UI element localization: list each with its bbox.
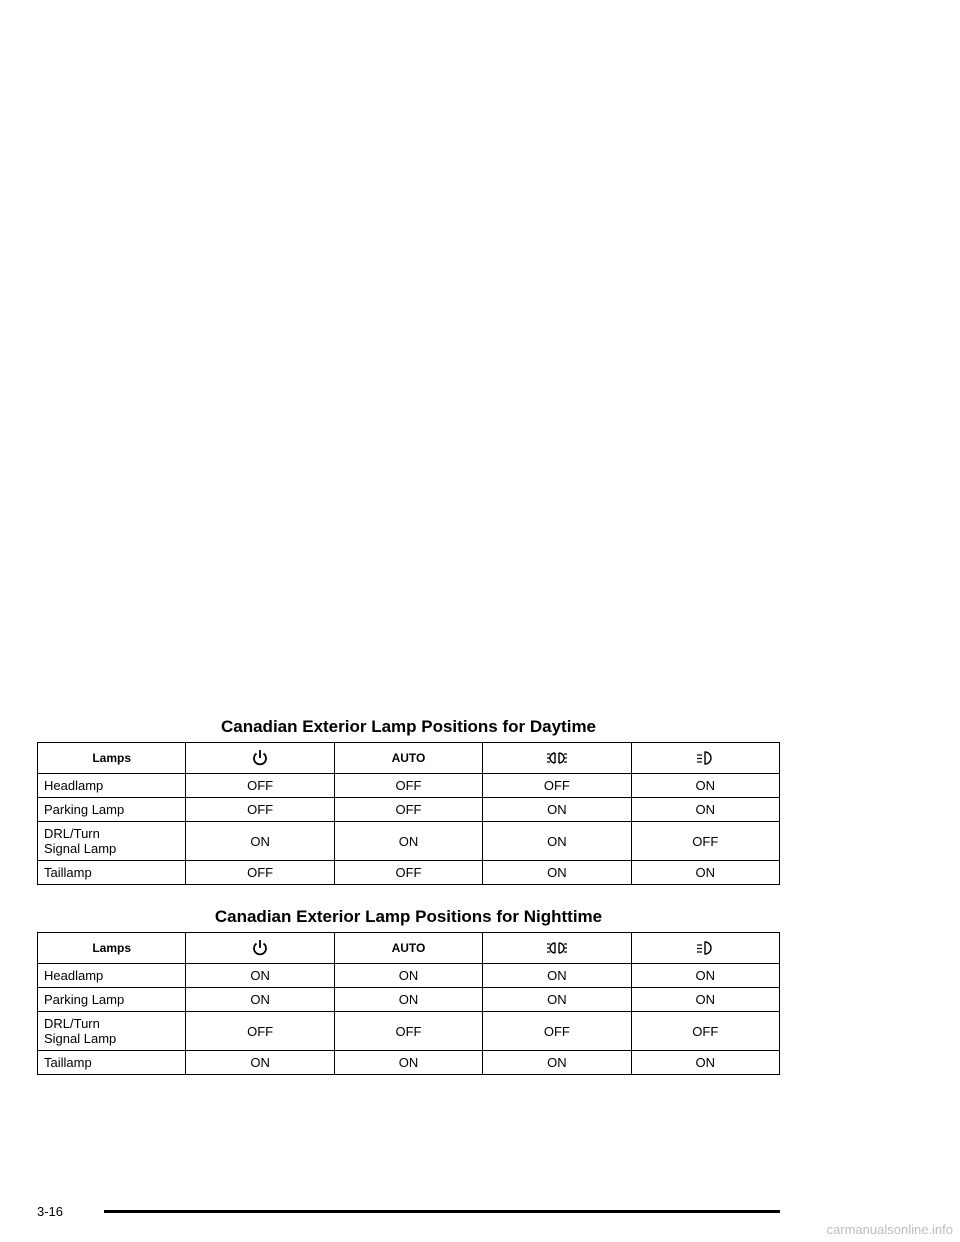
table-row — [38, 1051, 780, 1075]
headlamp-icon — [696, 940, 714, 956]
lamp-name: Headlamp — [38, 964, 186, 988]
header-parking — [483, 743, 631, 774]
lamp-value: OFF — [334, 774, 482, 798]
watermark: carmanualsonline.info — [826, 1222, 953, 1237]
table-row — [38, 798, 780, 822]
table-header-row — [38, 933, 780, 964]
lamp-value: ON — [186, 988, 334, 1012]
header-headlamp — [631, 743, 779, 774]
header-off — [186, 743, 334, 774]
lamp-value: ON — [186, 964, 334, 988]
header-off — [186, 933, 334, 964]
header-auto: AUTO — [334, 933, 482, 964]
lamp-name: Parking Lamp — [38, 988, 186, 1012]
daytime-lamp-table — [37, 742, 780, 885]
lamp-name: Taillamp — [38, 1051, 186, 1075]
lamp-value: ON — [631, 988, 779, 1012]
lamp-value: OFF — [483, 1012, 631, 1051]
table-row — [38, 822, 780, 861]
lamp-value: ON — [334, 988, 482, 1012]
power-icon — [252, 749, 268, 767]
nighttime-table-title: Canadian Exterior Lamp Positions for Nighttime — [214, 907, 603, 926]
lamp-value: OFF — [483, 774, 631, 798]
nighttime-lamp-table — [37, 932, 780, 1075]
lamp-value: OFF — [186, 861, 334, 885]
lamp-value: OFF — [334, 1012, 482, 1051]
header-lamps: Lamps — [38, 933, 186, 964]
lamp-value: ON — [186, 1051, 334, 1075]
daytime-section — [37, 716, 780, 885]
lamp-value: ON — [334, 822, 482, 861]
lamp-value: ON — [631, 861, 779, 885]
lamp-value: ON — [631, 1051, 779, 1075]
lamp-name: Headlamp — [38, 774, 186, 798]
lamp-name — [38, 822, 186, 861]
table-row — [38, 988, 780, 1012]
lamp-value: ON — [334, 964, 482, 988]
footer-rule — [104, 1210, 780, 1213]
lamp-value: ON — [186, 822, 334, 861]
table-row — [38, 1012, 780, 1051]
table-row — [38, 774, 780, 798]
lamp-name-line2: Signal Lamp — [44, 841, 117, 856]
lamp-value: OFF — [334, 861, 482, 885]
lamp-name-line1: DRL/Turn — [44, 1016, 100, 1031]
lamp-name: Parking Lamp — [38, 798, 186, 822]
lamp-name-line1: DRL/Turn — [44, 826, 100, 841]
power-icon — [252, 939, 268, 957]
lamp-value: OFF — [186, 1012, 334, 1051]
lamp-value: OFF — [631, 822, 779, 861]
table-row — [38, 964, 780, 988]
lamp-value: ON — [483, 1051, 631, 1075]
lamp-value: ON — [483, 822, 631, 861]
header-auto: AUTO — [334, 743, 482, 774]
lamp-value: ON — [483, 798, 631, 822]
parking-lamp-icon — [546, 750, 568, 766]
nighttime-section — [37, 906, 780, 1075]
lamp-value: OFF — [631, 1012, 779, 1051]
table-header-row — [38, 743, 780, 774]
lamp-value: OFF — [186, 774, 334, 798]
lamp-value: ON — [483, 988, 631, 1012]
lamp-value: ON — [631, 774, 779, 798]
header-headlamp — [631, 933, 779, 964]
lamp-value: ON — [334, 1051, 482, 1075]
parking-lamp-icon — [546, 940, 568, 956]
page-number: 3-16 — [37, 1204, 64, 1219]
header-parking — [483, 933, 631, 964]
lamp-value: ON — [631, 964, 779, 988]
lamp-value: ON — [483, 964, 631, 988]
lamp-value: ON — [483, 861, 631, 885]
table-row — [38, 861, 780, 885]
lamp-name — [38, 1012, 186, 1051]
lamp-name-line2: Signal Lamp — [44, 1031, 117, 1046]
lamp-name: Taillamp — [38, 861, 186, 885]
lamp-value: OFF — [186, 798, 334, 822]
daytime-table-title: Canadian Exterior Lamp Positions for Daytime — [220, 717, 597, 736]
headlamp-icon — [696, 750, 714, 766]
lamp-value: OFF — [334, 798, 482, 822]
lamp-value: ON — [631, 798, 779, 822]
header-lamps: Lamps — [38, 743, 186, 774]
